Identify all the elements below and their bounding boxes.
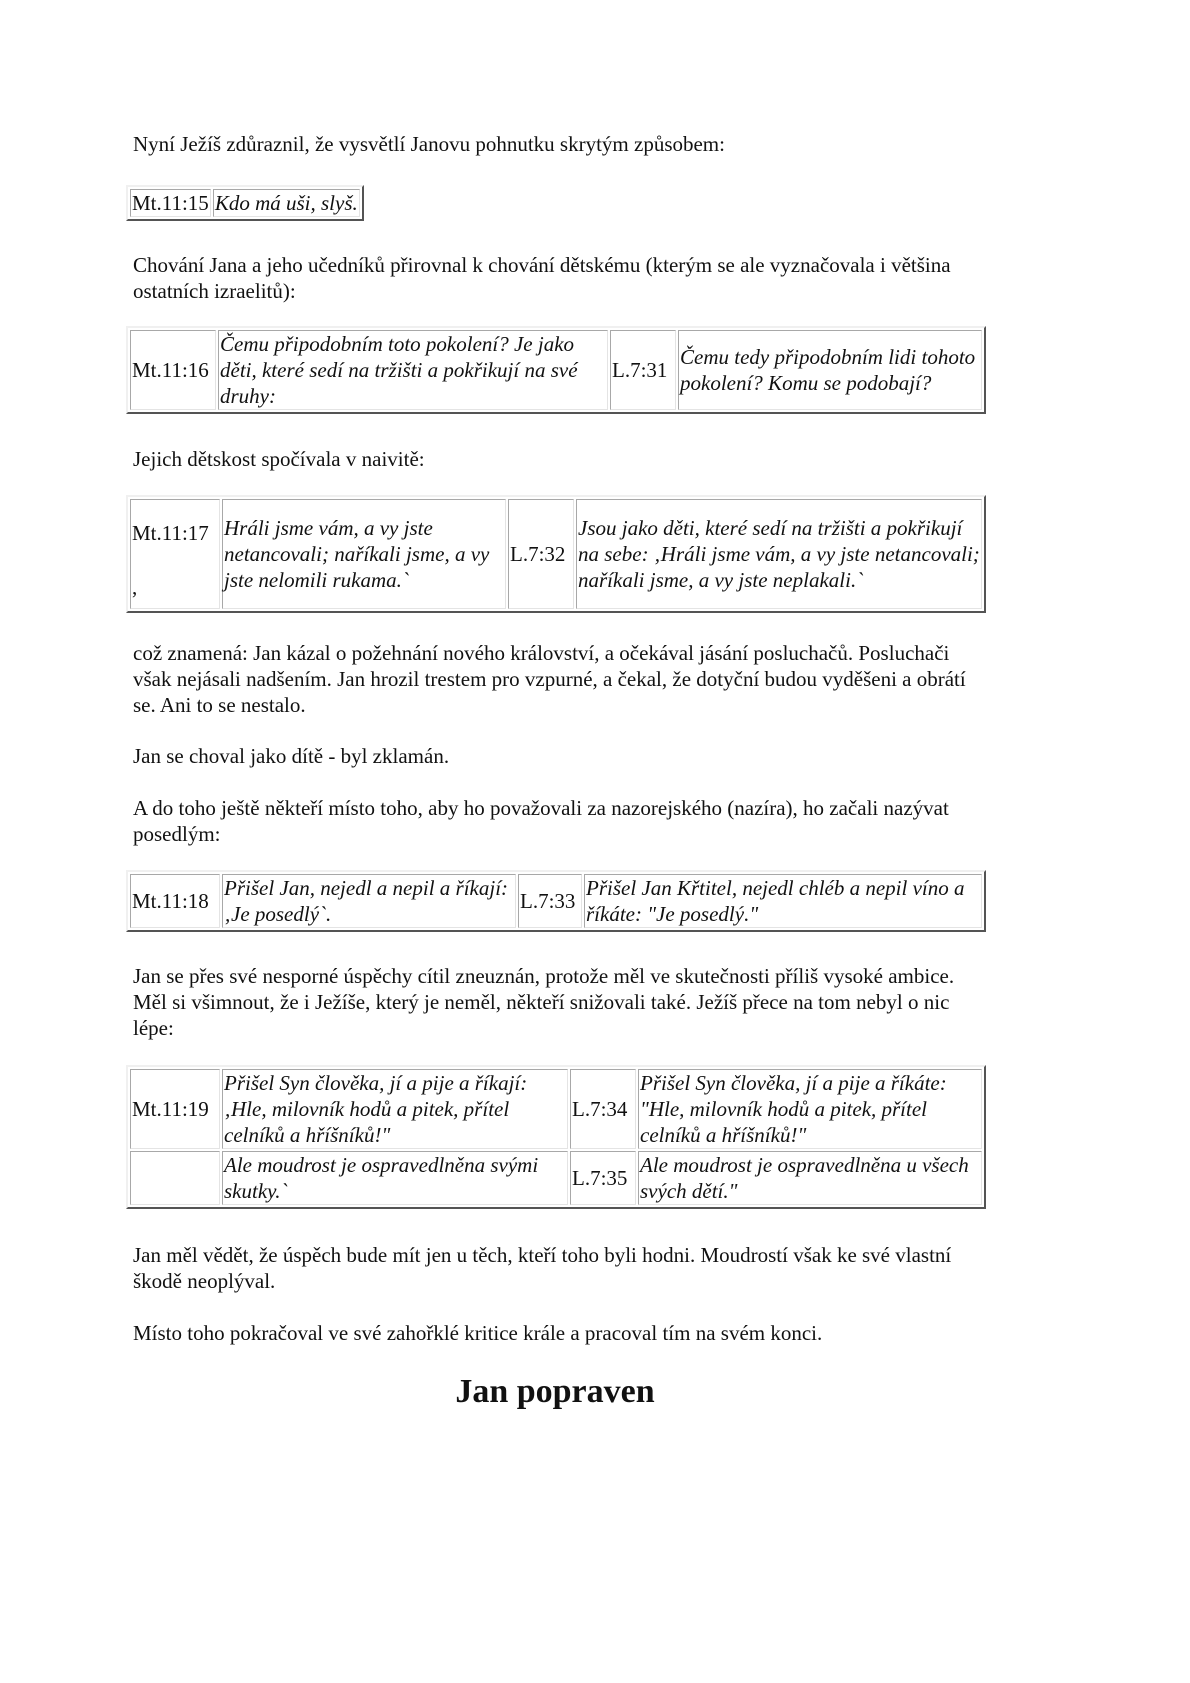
table-row: [130, 874, 982, 928]
verse-ref: Mt.11:18: [130, 874, 220, 928]
paragraph-naivety: Jejich dětskost spočívala v naivitě:: [133, 447, 425, 471]
verse-ref-comma: ,: [132, 575, 138, 599]
table-row: [130, 330, 982, 410]
verse-ref: L.7:35: [570, 1151, 636, 1205]
paragraph-wisdom: Jan měl vědět, že úspěch bude mít jen u těch, kteří toho byli hodni. Moudrostí však ke své vlastní škodě neoplýval.: [133, 1243, 952, 1293]
verse-table-mt-11-17: [126, 495, 986, 613]
verse-text: Přišel Syn člověka, jí a pije a říkáte: "Hle, milovník hodů a pitek, přítel celníků a hříšníků!": [638, 1069, 982, 1149]
verse-ref: L.7:33: [518, 874, 582, 928]
section-heading: Jan popraven: [455, 1373, 655, 1410]
verse-ref: L.7:34: [570, 1069, 636, 1149]
paragraph-criticism: Místo toho pokračoval ve své zahořklé kritice krále a pracoval tím na svém konci.: [133, 1321, 823, 1345]
verse-text: Přišel Jan, nejedl a nepil a říkají: ‚Je posedlý`.: [222, 874, 516, 928]
table-row: [130, 1069, 982, 1149]
paragraph-disappointed: Jan se choval jako dítě - byl zklamán.: [133, 744, 450, 768]
paragraph-ambitions: Jan se přes své nesporné úspěchy cítil zneuznán, protože měl ve skutečnosti příliš vysoké ambice. Měl si všimnout, že i Ježíše, který je neměl, někteří snižovali také. Ježíš přece na tom nebyl o nic lépe:: [133, 964, 955, 1040]
verse-text: Přišel Jan Křtitel, nejedl chléb a nepil víno a říkáte: "Je posedlý.": [584, 874, 982, 928]
verse-table-mt-11-16: [126, 326, 986, 414]
verse-text: Hráli jsme vám, a vy jste netancovali; naříkali jsme, a vy jste nelomili rukama.`: [222, 499, 506, 609]
table-row: [130, 189, 360, 217]
verse-table-mt-11-18: [126, 870, 986, 932]
verse-table-mt-11-19: [126, 1065, 986, 1209]
verse-ref: Mt.11:16: [130, 330, 216, 410]
paragraph-possessed: A do toho ještě někteří místo toho, aby ho považovali za nazorejského (nazíra), ho začali nazývat posedlým:: [133, 796, 949, 846]
paragraph-meaning: což znamená: Jan kázal o požehnání nového království, a očekával jásání posluchačů. Posluchači však nejásali nadšením. Jan hrozil trestem pro vzpurné, a čekal, že dotyční budou vyděšeni a obrátí se. Ani to se nestalo.: [133, 641, 966, 717]
table-row: [130, 499, 982, 609]
verse-ref-empty: [130, 1151, 220, 1205]
verse-ref: Mt.11:15: [132, 191, 209, 215]
verse-ref: L.7:32: [508, 499, 574, 609]
verse-text: Kdo má uši, slyš.: [214, 191, 358, 215]
verse-ref: [130, 499, 220, 609]
verse-text: Ale moudrost je ospravedlněna u všech svých dětí.": [638, 1151, 982, 1205]
verse-text: Přišel Syn člověka, jí a pije a říkají: ‚Hle, milovník hodů a pitek, přítel celníků a hříšníků!": [222, 1069, 568, 1149]
verse-ref: L.7:31: [610, 330, 676, 410]
verse-text: Jsou jako děti, které sedí na tržišti a pokřikují na sebe: ‚Hráli jsme vám, a vy jste netancovali; naříkali jsme, a vy jste neplakali.`: [576, 499, 982, 609]
paragraph-intro: Nyní Ježíš zdůraznil, že vysvětlí Janovu pohnutku skrytým způsobem:: [133, 132, 725, 156]
paragraph-comparison: Chování Jana a jeho učedníků přirovnal k chování dětskému (kterým se ale vyznačovala i většina ostatních izraelitů):: [133, 253, 951, 303]
verse-ref: Mt.11:19: [130, 1069, 220, 1149]
verse-ref-label: Mt.11:17: [132, 521, 209, 545]
verse-text: Ale moudrost je ospravedlněna svými skutky.`: [222, 1151, 568, 1205]
table-row: [130, 1151, 982, 1205]
verse-table-mt-11-15: [126, 185, 364, 221]
verse-text: Čemu tedy připodobním lidi tohoto pokolení? Komu se podobají?: [678, 330, 982, 410]
verse-text: Čemu připodobním toto pokolení? Je jako děti, které sedí na tržišti a pokřikují na své druhy:: [218, 330, 608, 410]
